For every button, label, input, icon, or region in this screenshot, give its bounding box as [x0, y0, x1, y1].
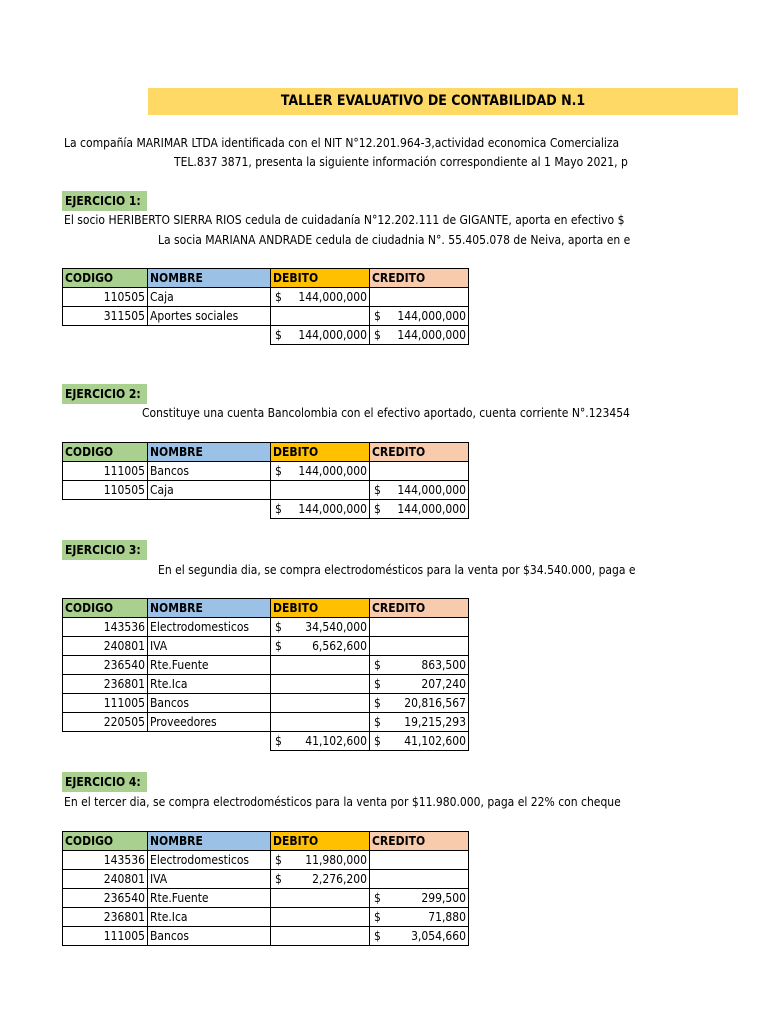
exercise-2-label: EJERCICIO 2:	[62, 384, 147, 404]
debit-cell	[271, 288, 370, 307]
credit-total-cell	[370, 500, 469, 519]
currency-symbol: $	[275, 853, 282, 867]
header-credito: CREDITO	[370, 443, 469, 462]
credit-cell	[370, 889, 469, 908]
header-debito: DEBITO	[271, 832, 370, 851]
table-row	[63, 307, 469, 326]
currency-symbol: $	[275, 328, 282, 342]
debit-cell	[271, 851, 370, 870]
exercise-2-line-1: Constituye una cuenta Bancolombia con el efectivo aportado, cuenta corriente N°.123454	[142, 406, 630, 420]
account-code: 110505	[63, 288, 148, 307]
empty-cell	[148, 326, 271, 345]
empty-cell	[148, 732, 271, 751]
currency-symbol: $	[374, 696, 381, 710]
account-name: Proveedores	[148, 713, 271, 732]
header-debito: DEBITO	[271, 443, 370, 462]
header-codigo: CODIGO	[63, 599, 148, 618]
account-code: 236540	[63, 656, 148, 675]
table-row	[63, 637, 469, 656]
account-code: 220505	[63, 713, 148, 732]
debit-amount: 6,562,600	[312, 639, 367, 653]
table-row	[63, 694, 469, 713]
totals-row	[63, 500, 469, 519]
table-row	[63, 889, 469, 908]
header-nombre: NOMBRE	[148, 832, 271, 851]
exercise-3-line-1: En el segundia dia, se compra electrodomésticos para la venta por $34.540.000, paga e	[158, 563, 636, 577]
currency-symbol: $	[374, 483, 381, 497]
header-nombre: NOMBRE	[148, 269, 271, 288]
credit-cell	[370, 851, 469, 870]
table-header-row	[63, 599, 469, 618]
credit-cell	[370, 462, 469, 481]
intro-line-2: TEL.837 3871, presenta la siguiente información correspondiente al 1 Mayo 2021, p	[174, 155, 628, 169]
header-credito: CREDITO	[370, 599, 469, 618]
header-credito: CREDITO	[370, 269, 469, 288]
table-row	[63, 851, 469, 870]
table-header-row	[63, 269, 469, 288]
table-row	[63, 927, 469, 946]
account-code: 236801	[63, 675, 148, 694]
account-name: Rte.Ica	[148, 908, 271, 927]
table-row	[63, 656, 469, 675]
debit-total-cell	[271, 500, 370, 519]
debit-cell	[271, 908, 370, 927]
debit-amount: 144,000,000	[298, 464, 367, 478]
account-name: IVA	[148, 637, 271, 656]
exercise-1-label: EJERCICIO 1:	[62, 191, 147, 211]
credit-cell	[370, 675, 469, 694]
currency-symbol: $	[275, 464, 282, 478]
account-code: 111005	[63, 462, 148, 481]
exercise-1-line-1: El socio HERIBERTO SIERRA RIOS cedula de cuidadanía N°12.202.111 de GIGANTE, aporta en efectivo $	[64, 213, 625, 227]
table-row	[63, 870, 469, 889]
credit-cell	[370, 694, 469, 713]
exercise-4-line-1: En el tercer dia, se compra electrodomésticos para la venta por $11.980.000, paga el 22% con cheque	[64, 795, 621, 809]
credit-cell	[370, 908, 469, 927]
debit-cell	[271, 870, 370, 889]
debit-cell	[271, 307, 370, 326]
credit-amount: 144,000,000	[397, 309, 466, 323]
currency-symbol: $	[275, 620, 282, 634]
header-codigo: CODIGO	[63, 443, 148, 462]
debit-cell	[271, 694, 370, 713]
table-row	[63, 462, 469, 481]
credit-cell	[370, 288, 469, 307]
debit-cell	[271, 481, 370, 500]
header-nombre: NOMBRE	[148, 599, 271, 618]
table-row	[63, 908, 469, 927]
currency-symbol: $	[275, 290, 282, 304]
header-debito: DEBITO	[271, 269, 370, 288]
exercise-2-table	[62, 442, 469, 519]
debit-amount: 11,980,000	[305, 853, 367, 867]
account-code: 111005	[63, 694, 148, 713]
debit-cell	[271, 637, 370, 656]
debit-total-cell	[271, 732, 370, 751]
debit-cell	[271, 713, 370, 732]
account-name: Rte.Ica	[148, 675, 271, 694]
account-code: 236540	[63, 889, 148, 908]
currency-symbol: $	[374, 677, 381, 691]
account-name: Electrodomesticos	[148, 618, 271, 637]
currency-symbol: $	[275, 502, 282, 516]
header-debito: DEBITO	[271, 599, 370, 618]
currency-symbol: $	[374, 502, 381, 516]
debit-cell	[271, 656, 370, 675]
credit-cell	[370, 870, 469, 889]
credit-cell	[370, 927, 469, 946]
debit-cell	[271, 618, 370, 637]
credit-cell	[370, 618, 469, 637]
debit-total: 144,000,000	[298, 502, 367, 516]
account-code: 236801	[63, 908, 148, 927]
credit-cell	[370, 713, 469, 732]
credit-total-cell	[370, 732, 469, 751]
credit-amount: 19,215,293	[404, 715, 466, 729]
currency-symbol: $	[374, 328, 381, 342]
credit-cell	[370, 656, 469, 675]
account-name: Bancos	[148, 694, 271, 713]
table-row	[63, 675, 469, 694]
debit-total: 41,102,600	[305, 734, 367, 748]
document-title: TALLER EVALUATIVO DE CONTABILIDAD N.1	[148, 88, 738, 115]
debit-amount: 144,000,000	[298, 290, 367, 304]
credit-total: 144,000,000	[397, 502, 466, 516]
table-row	[63, 288, 469, 307]
exercise-4-table	[62, 831, 469, 946]
credit-total-cell	[370, 326, 469, 345]
debit-total: 144,000,000	[298, 328, 367, 342]
currency-symbol: $	[275, 734, 282, 748]
account-code: 111005	[63, 927, 148, 946]
debit-amount: 34,540,000	[305, 620, 367, 634]
account-name: IVA	[148, 870, 271, 889]
debit-cell	[271, 675, 370, 694]
currency-symbol: $	[374, 734, 381, 748]
account-name: Bancos	[148, 462, 271, 481]
credit-total: 41,102,600	[404, 734, 466, 748]
empty-cell	[63, 500, 148, 519]
totals-row	[63, 732, 469, 751]
credit-amount: 71,880	[428, 910, 466, 924]
exercise-3-label: EJERCICIO 3:	[62, 540, 147, 560]
exercise-1-table	[62, 268, 469, 345]
exercise-3-table	[62, 598, 469, 751]
currency-symbol: $	[374, 715, 381, 729]
currency-symbol: $	[374, 891, 381, 905]
account-name: Caja	[148, 481, 271, 500]
credit-total: 144,000,000	[397, 328, 466, 342]
account-code: 143536	[63, 851, 148, 870]
account-code: 240801	[63, 870, 148, 889]
empty-cell	[63, 732, 148, 751]
credit-amount: 20,816,567	[404, 696, 466, 710]
debit-total-cell	[271, 326, 370, 345]
account-code: 311505	[63, 307, 148, 326]
debit-cell	[271, 889, 370, 908]
table-row	[63, 618, 469, 637]
currency-symbol: $	[275, 639, 282, 653]
header-codigo: CODIGO	[63, 832, 148, 851]
empty-cell	[148, 500, 271, 519]
account-code: 143536	[63, 618, 148, 637]
credit-cell	[370, 481, 469, 500]
table-header-row	[63, 443, 469, 462]
header-nombre: NOMBRE	[148, 443, 271, 462]
table-row	[63, 481, 469, 500]
intro-line-1: La compañía MARIMAR LTDA identificada con el NIT N°12.201.964-3,actividad economica Comercializa	[64, 136, 620, 150]
account-name: Bancos	[148, 927, 271, 946]
account-code: 110505	[63, 481, 148, 500]
header-codigo: CODIGO	[63, 269, 148, 288]
credit-amount: 144,000,000	[397, 483, 466, 497]
empty-cell	[63, 326, 148, 345]
currency-symbol: $	[374, 910, 381, 924]
account-name: Aportes sociales	[148, 307, 271, 326]
exercise-4-label: EJERCICIO 4:	[62, 772, 147, 792]
currency-symbol: $	[374, 309, 381, 323]
credit-cell	[370, 637, 469, 656]
account-code: 240801	[63, 637, 148, 656]
credit-amount: 3,054,660	[411, 929, 466, 943]
account-name: Electrodomesticos	[148, 851, 271, 870]
credit-amount: 207,240	[421, 677, 466, 691]
account-name: Rte.Fuente	[148, 889, 271, 908]
account-name: Rte.Fuente	[148, 656, 271, 675]
currency-symbol: $	[275, 872, 282, 886]
credit-amount: 299,500	[421, 891, 466, 905]
header-credito: CREDITO	[370, 832, 469, 851]
debit-amount: 2,276,200	[312, 872, 367, 886]
debit-cell	[271, 462, 370, 481]
exercise-1-line-2: La socia MARIANA ANDRADE cedula de ciudadnia N°. 55.405.078 de Neiva, aporta en e	[158, 233, 631, 247]
credit-cell	[370, 307, 469, 326]
account-name: Caja	[148, 288, 271, 307]
currency-symbol: $	[374, 658, 381, 672]
totals-row	[63, 326, 469, 345]
table-header-row	[63, 832, 469, 851]
debit-cell	[271, 927, 370, 946]
table-row	[63, 713, 469, 732]
currency-symbol: $	[374, 929, 381, 943]
credit-amount: 863,500	[421, 658, 466, 672]
